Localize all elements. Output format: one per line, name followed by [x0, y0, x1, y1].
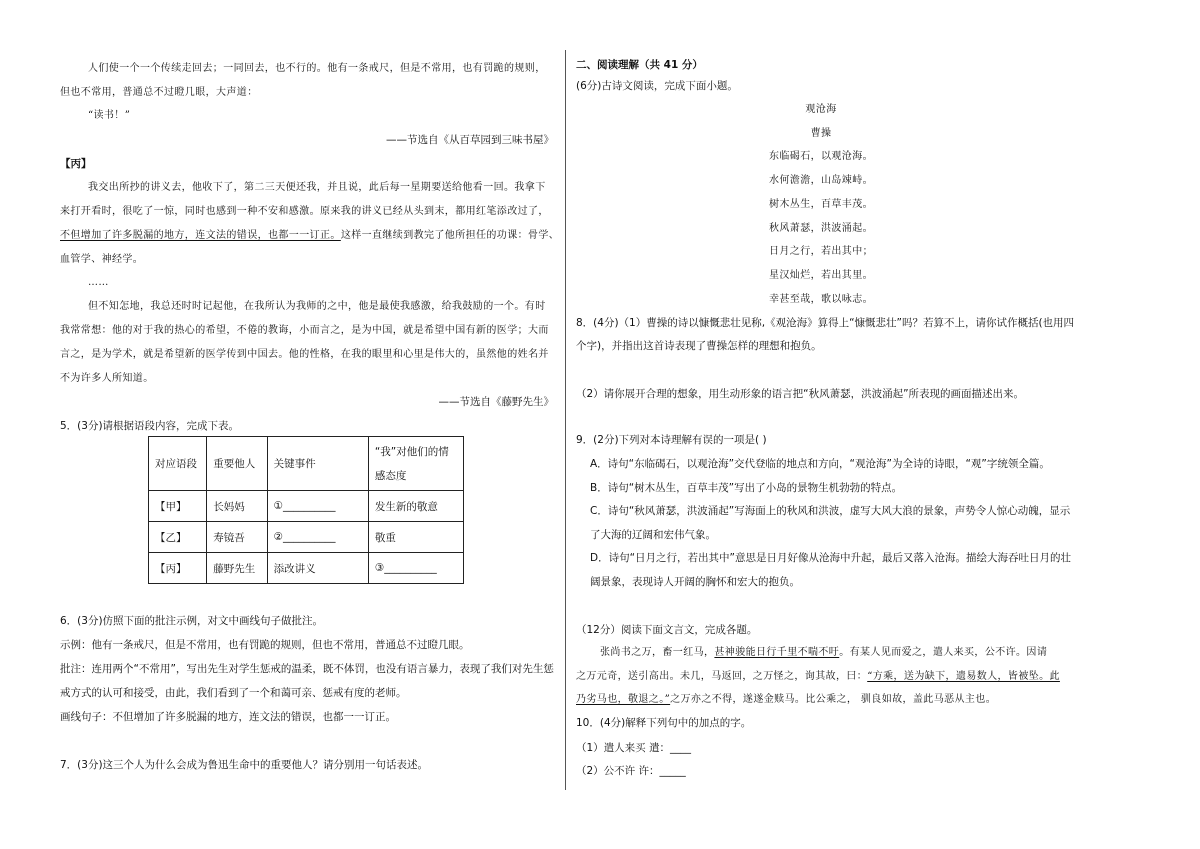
question-8-2: （2）请你展开合理的想象，用生动形象的语言把“秋风萧瑟，洪波涌起”所表现的画面描述出来。: [576, 388, 1025, 400]
underlined-sentence: 不但增加了许多脱漏的地方，连文法的错误，也都一一订正。: [60, 230, 341, 241]
question-10-2[interactable]: （2）公不许 许：_____: [576, 765, 686, 777]
passage-line: 我常常想：他的对于我的热心的希望，不倦的教诲，小而言之，是为中国，就是希望中国有新的医学；大而: [60, 325, 549, 336]
question-6-note: 批注：连用两个“不常用”，写出先生对学生惩戒的温柔，既不体罚，也没有语言暴力，表现了我们对先生惩: [60, 663, 554, 675]
reading-intro: (6分)古诗文阅读，完成下面小题。: [576, 80, 738, 92]
question-6: 6．(3分)仿照下面的批注示例，对文中画线句子做批注。: [60, 615, 324, 627]
underlined-sentence: 甚神骏能日行千里不喘不吁: [714, 647, 840, 658]
passage-line: 但不知怎地，我总还时时记起他，在我所认为我师的之中，他是最使我感激，给我鼓励的一个。有时: [88, 301, 546, 312]
passage-ellipsis: ……: [88, 277, 109, 288]
question-9: 9．(2分)下列对本诗理解有误的一项是( ): [576, 434, 767, 446]
answer-blank[interactable]: ①__________: [267, 491, 368, 522]
column-divider: [565, 50, 566, 790]
section-label-bing: 【丙】: [60, 158, 92, 170]
table-row: 【甲】 长妈妈 ①__________ 发生新的敬意: [149, 491, 464, 522]
passage-source: ——节选自《藤野先生》: [438, 396, 554, 408]
question-5: 5．(3分)请根据语段内容，完成下表。: [60, 420, 240, 432]
poem-line: 树木丛生，百草丰茂。: [769, 199, 873, 210]
poem-line: 秋风萧瑟，洪波涌起。: [769, 223, 873, 234]
question-8: 个字)，并指出这首诗表现了曹操怎样的理想和抱负。: [576, 340, 822, 352]
poem-line: 幸甚至哉，歌以咏志。: [769, 294, 873, 305]
passage-line: 血管学、神经学。: [60, 254, 144, 265]
question-8: 8．(4分)（1）曹操的诗以慷慨悲壮见称,《观沧海》算得上“慷慨悲壮”吗？若算不上，请你试作概括(也用四: [576, 317, 1075, 329]
question-10: 10．(4分)解释下列句中的加点的字。: [576, 717, 752, 729]
table-header-cell: 对应语段: [149, 437, 207, 491]
option-c-continued: 了大海的辽阔和宏伟气象。: [590, 529, 716, 541]
table-header-cell: “我”对他们的情 感态度: [368, 437, 463, 491]
passage-line: 不但增加了许多脱漏的地方，连文法的错误，也都一一订正。这样一直继续到教完了他所担任的功课：骨学、: [60, 230, 560, 241]
option-a[interactable]: A．诗句“东临碣石，以观沧海”交代登临的地点和方向，“观沧海”为全诗的诗眼，“观”字统领全篇。: [590, 458, 1050, 470]
question-6-note: 戒方式的认可和接受，由此，我们看到了一个和蔼可亲、惩戒有度的老师。: [60, 687, 407, 699]
passage-line: 来打开看时，很吃了一惊，同时也感到一种不安和感激。原来我的讲义已经从头到末，都用红笔添改过了，: [60, 206, 549, 217]
table-row: 【乙】 寿镜吾 ②__________ 敬重: [149, 522, 464, 553]
table-header-cell: 关键事件: [267, 437, 368, 491]
passage-line: 我交出所抄的讲义去，他收下了，第二三天便还我，并且说，此后每一星期要送给他看一回。我拿下: [88, 182, 546, 193]
passage-line: 人们使一个一个传续走回去；一同回去，也不行的。他有一条戒尺，但是不常用，也有罚跪的规则，: [88, 63, 546, 74]
answer-table: [148, 436, 464, 584]
answer-blank[interactable]: ②__________: [267, 522, 368, 553]
poem-line: 东临碣石，以观沧海。: [769, 151, 873, 162]
poem-line: 水何澹澹，山岛竦峙。: [769, 175, 873, 186]
underlined-sentence: “方乘，送为缺下，遗易数人，皆被坠。此: [867, 671, 1060, 682]
classical-line: 张尚书之万，畜一红马，甚神骏能日行千里不喘不吁。有某人见而爱之，遣人来买，公不许。因请: [600, 647, 1048, 658]
question-6-example: 示例：他有一条戒尺，但是不常用，也有罚跪的规则，但也不常用，普通总不过瞪几眼。: [60, 639, 470, 651]
option-d-continued: 阔景象，表现诗人开阔的胸怀和宏大的抱负。: [590, 576, 800, 588]
poem-line: 日月之行，若出其中；: [769, 246, 873, 257]
poem-title: 观沧海: [805, 104, 837, 115]
question-10-1[interactable]: （1）遣人来买 遣：____: [576, 742, 692, 754]
underlined-sentence: 乃劣马也，敬退之。”: [576, 694, 671, 705]
poem-author: 曹操: [810, 128, 832, 139]
classical-line: 乃劣马也，敬退之。”之万亦之不得，遂遂金赎马。比公乘之， 驯良如故，盖此马恶从主也。: [576, 694, 997, 705]
question-6-sentence: 画线句子：不但增加了许多脱漏的地方，连文法的错误，也都一一订正。: [60, 711, 396, 723]
table-row: 【丙】 藤野先生 添改讲义 ③__________: [149, 553, 464, 584]
passage-line: 不为许多人所知道。: [60, 373, 154, 384]
answer-blank[interactable]: ③__________: [368, 553, 463, 584]
table-header-cell: 重要他人: [207, 437, 267, 491]
question-7: 7．(3分)这三个人为什么会成为鲁迅生命中的重要他人？请分别用一句话表述。: [60, 759, 429, 771]
passage-line: 言之，是为学术，就是希望新的医学传到中国去。他的性格，在我的眼里和心里是伟大的，虽然他的姓名并: [60, 349, 549, 360]
option-c[interactable]: C．诗句“秋风萧瑟，洪波涌起”写海面上的秋风和洪波，虚写大风大浪的景象，声势令人惊心动魄，显示: [590, 505, 1071, 517]
passage-source: ——节选自《从百草园到三味书屋》: [386, 134, 554, 146]
option-d[interactable]: D．诗句“日月之行，若出其中”意思是日月好像从沧海中升起，最后又落入沧海。描绘大海吞吐日月的壮: [590, 552, 1071, 564]
passage-quote: “读书！”: [88, 110, 131, 121]
classical-line: 之万元奇，送引高出。未几，马返回，之万怪之，询其故，曰：“方乘，送为缺下，遗易数人，皆被坠。此: [576, 671, 1060, 682]
classical-intro: （12分）阅读下面文言文，完成各题。: [576, 624, 758, 636]
section-title: 二、阅读理解（共 41 分）: [576, 59, 703, 71]
poem-line: 星汉灿烂，若出其里。: [769, 270, 873, 281]
passage-line: 但也不常用，普通总不过瞪几眼，大声道：: [60, 87, 258, 98]
option-b[interactable]: B．诗句“树木丛生，百草丰茂”写出了小岛的景物生机勃勃的特点。: [590, 482, 903, 494]
